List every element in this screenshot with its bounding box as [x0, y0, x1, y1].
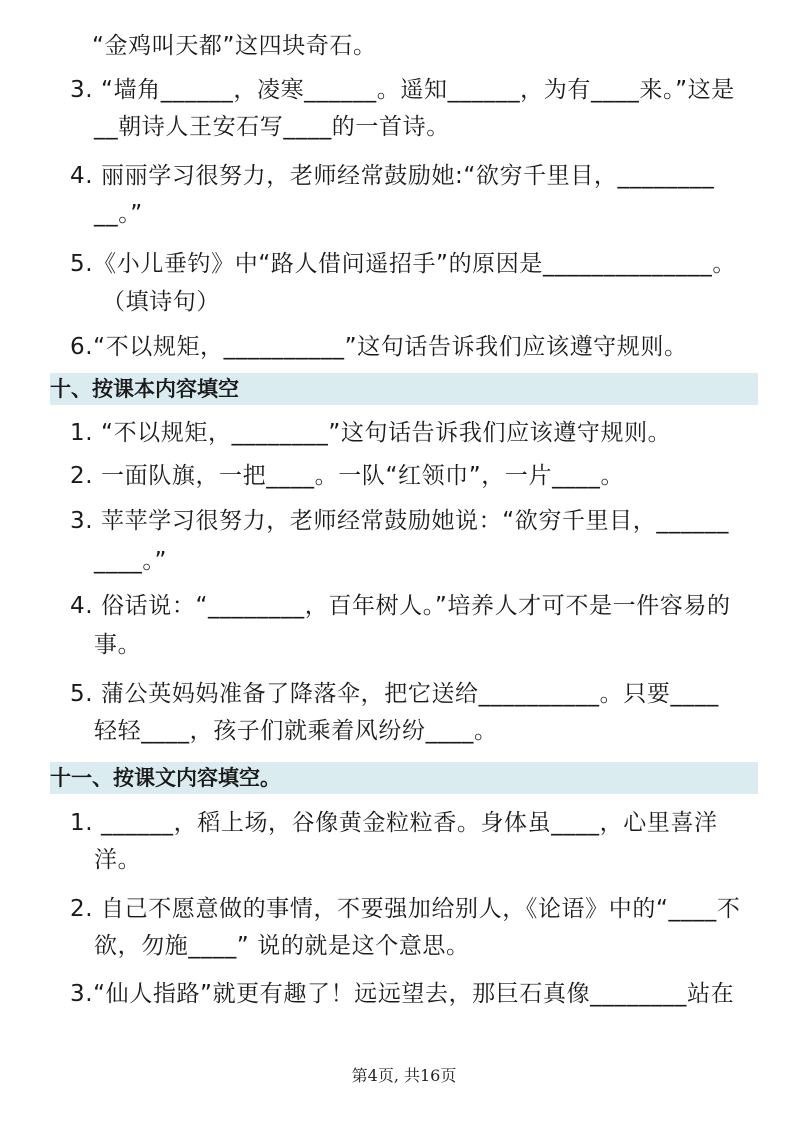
question-4: 4. 俗话说：“________，百年树人。”培养人才可不是一件容易的 [70, 593, 731, 619]
question-3: 3. 苹苹学习很努力，老师经常鼓励她说：“欲穷千里目，______ [70, 508, 729, 534]
text-line: 轻轻____，孩子们就乘着风纷纷____。 [94, 718, 498, 744]
text-line: （填诗句） [102, 289, 220, 315]
text-line: __。” [94, 201, 143, 227]
question-1: 1. “不以规矩，________”这句话告诉我们应该遵守规则。 [70, 420, 672, 446]
question-6: 6.“不以规矩，__________”这句话告诉我们应该遵守规则。 [70, 334, 688, 360]
text-line: “金鸡叫天都”这四块奇石。 [92, 33, 377, 59]
text-line: __朝诗人王安石写____的一首诗。 [94, 114, 450, 140]
question-4: 4. 丽丽学习很努力，老师经常鼓励她:“欲穷千里目，________ [70, 163, 715, 189]
question-2: 2. 一面队旗，一把____。一队“红领巾”，一片____。 [70, 463, 625, 489]
section-heading-11: 十一、按课文内容填空。 [50, 762, 758, 794]
question-3: 3. “墙角______，凌寒______。遥知______，为有____来。”这是 [70, 77, 735, 103]
question-5: 5.《小儿垂钓》中“路人借问遥招手”的原因是______________。 [70, 251, 736, 277]
text-line: ____。” [94, 548, 168, 574]
question-2: 2. 自己不愿意做的事情，不要强加给别人，《论语》中的“____不 [70, 896, 741, 922]
text-line: 事。 [94, 632, 142, 658]
text-line: 欲，勿施____” 说的就是这个意思。 [94, 933, 470, 959]
question-3: 3.“仙人指路”就更有趣了！远远望去，那巨石真像________站在 [70, 981, 735, 1007]
page-number-footer: 第4页, 共16页 [351, 1066, 457, 1085]
text-line: 洋。 [94, 847, 142, 873]
section-heading-10: 十、按课本内容填空 [50, 373, 758, 405]
question-1: 1. ______，稻上场，谷像黄金粒粒香。身体虽____，心里喜洋 [70, 810, 718, 836]
question-5: 5. 蒲公英妈妈准备了降落伞，把它送给__________。只要____ [70, 681, 719, 707]
